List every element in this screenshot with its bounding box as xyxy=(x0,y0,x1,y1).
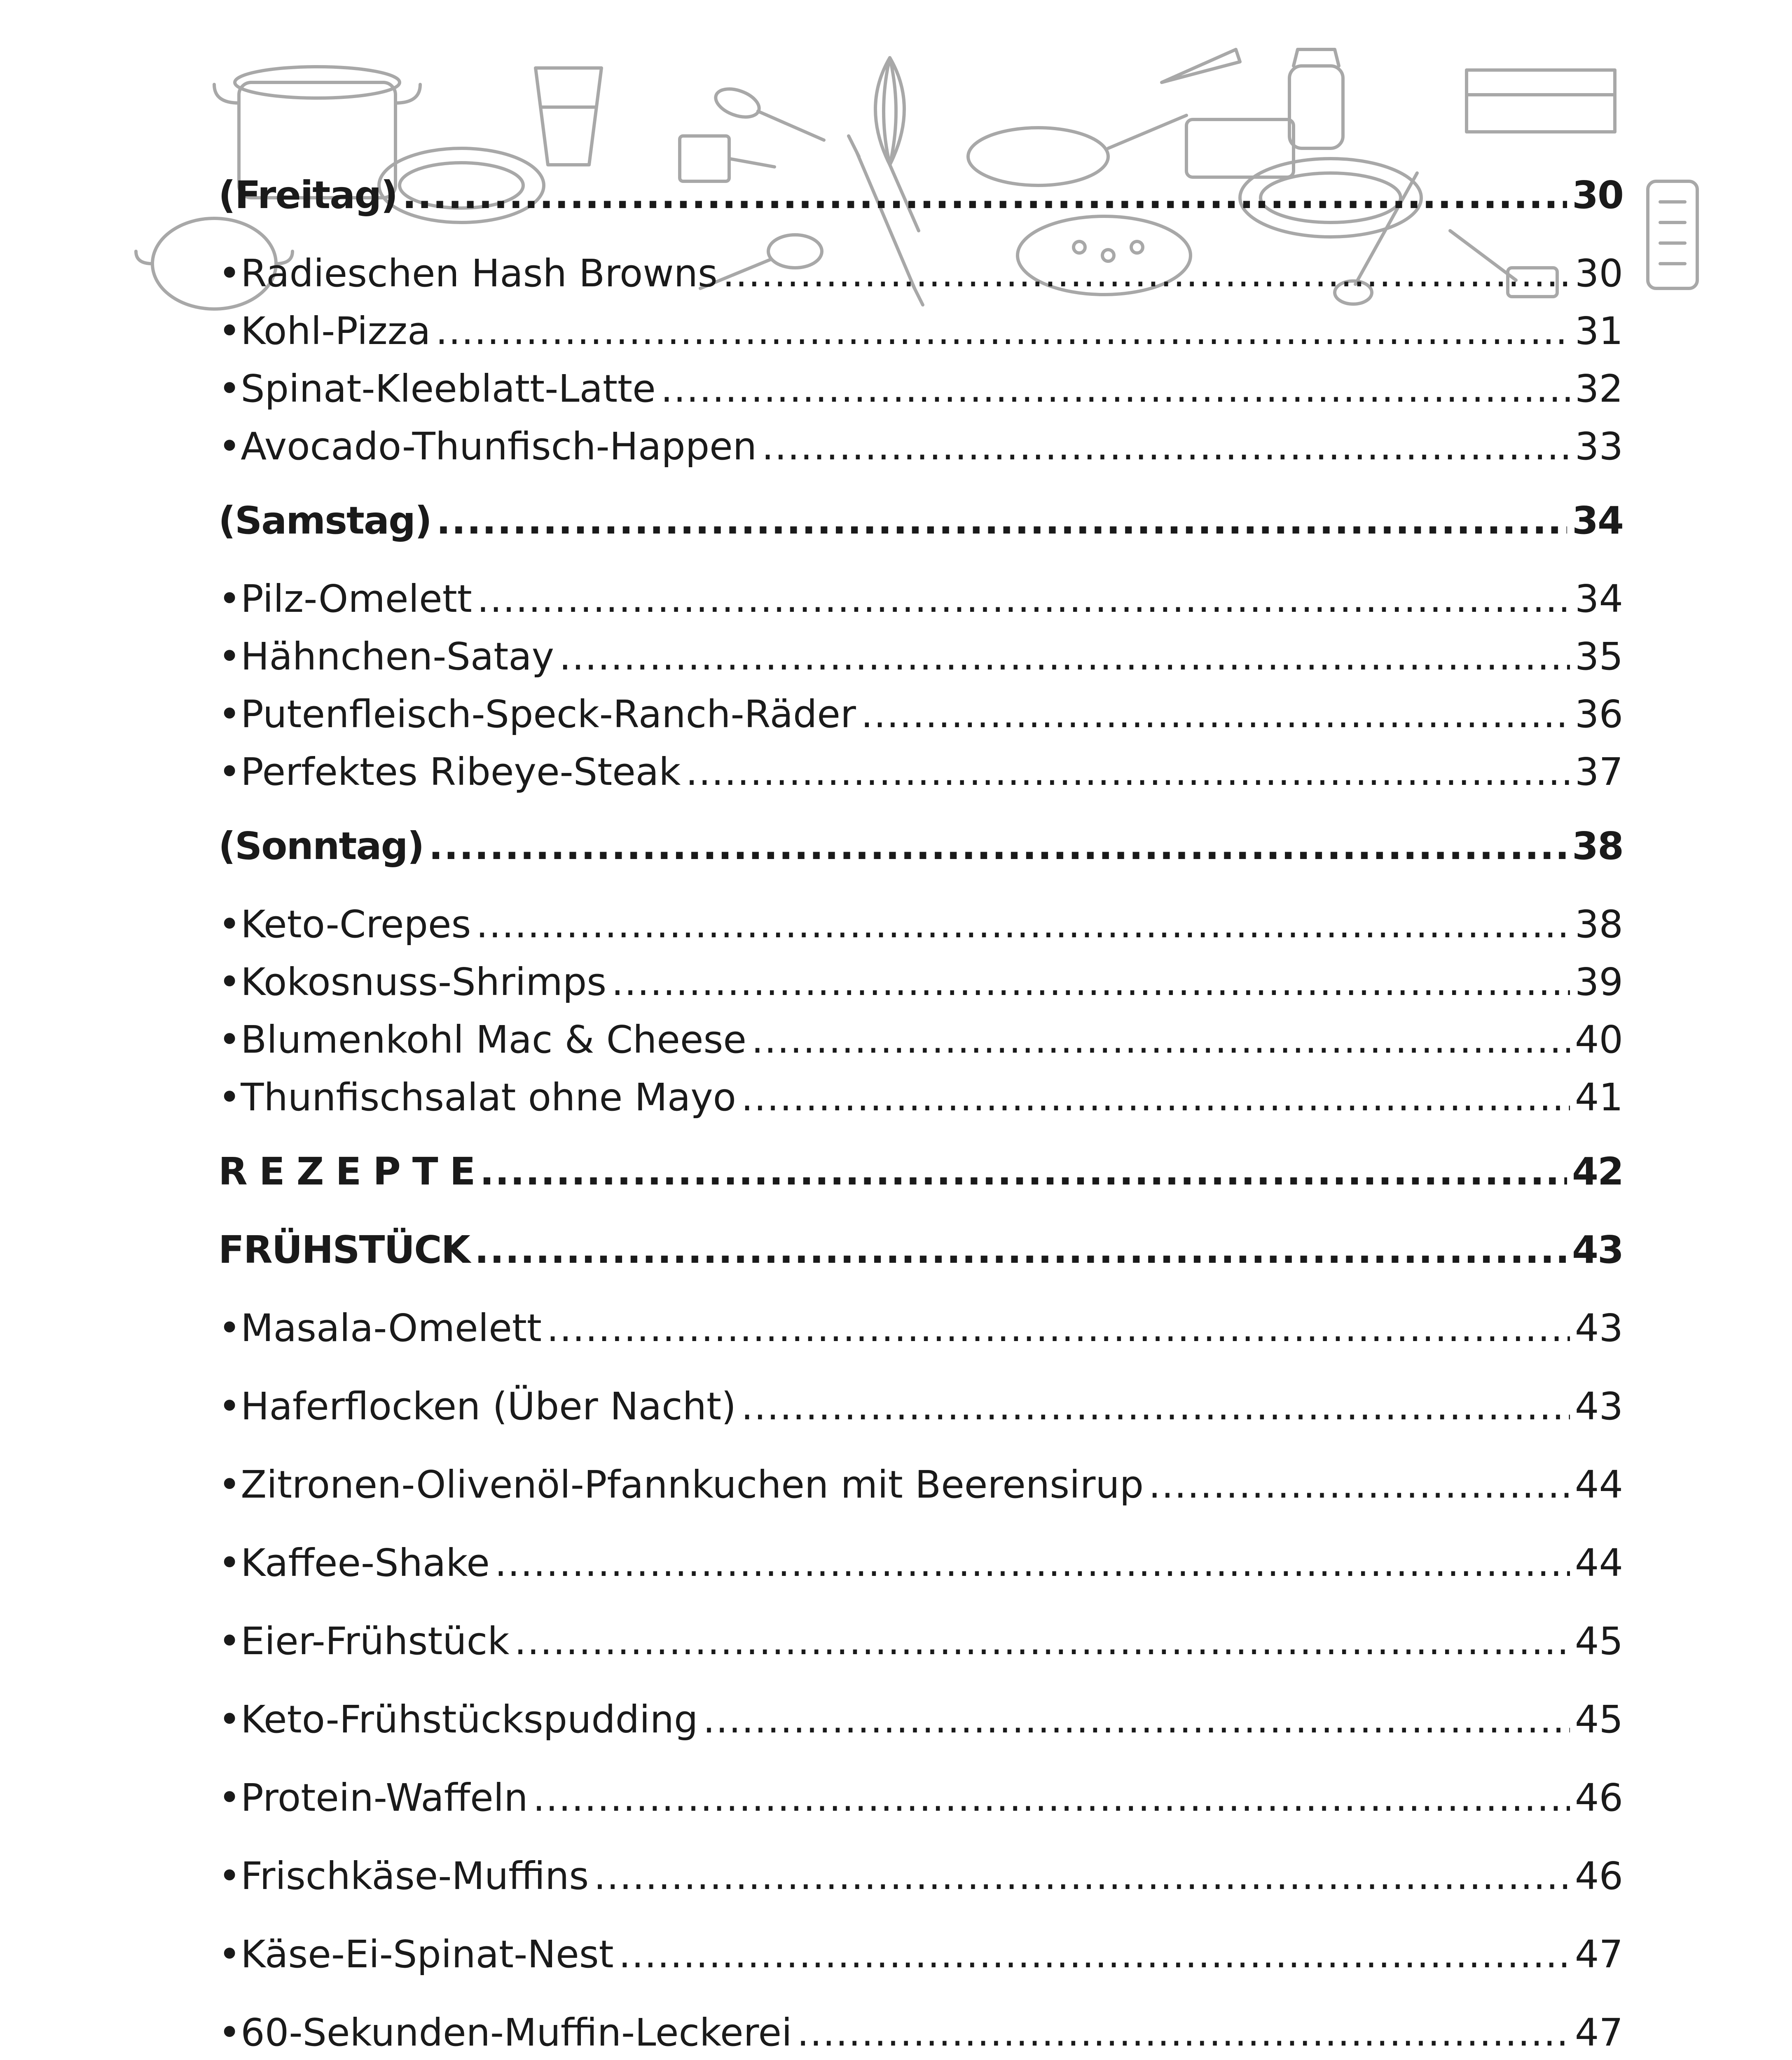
bullet-icon: • xyxy=(218,1697,241,1742)
dot-leader xyxy=(661,367,1570,411)
dot-leader xyxy=(762,424,1570,468)
toc-page-number: 33 xyxy=(1574,424,1623,468)
bullet-icon: • xyxy=(218,309,241,353)
toc-page-number: 36 xyxy=(1574,692,1623,736)
toc-page-number: 43 xyxy=(1574,1306,1623,1350)
toc-item-entry[interactable] xyxy=(218,251,1623,295)
dot-leader xyxy=(547,1306,1570,1350)
toc-page-number: 45 xyxy=(1574,1619,1623,1663)
toc-entry-title: Pilz-Omelett xyxy=(241,577,472,621)
toc-entry-title: (Samstag) xyxy=(218,499,431,543)
toc-page-number: 30 xyxy=(1574,251,1623,295)
bullet-icon: • xyxy=(218,424,241,468)
bullet-icon: • xyxy=(218,1541,241,1585)
toc-page-number: 41 xyxy=(1574,1075,1623,1119)
toc-item-entry[interactable] xyxy=(218,1854,1623,1898)
toc-item-entry[interactable] xyxy=(218,2011,1623,2055)
spoon-icon xyxy=(712,84,824,140)
toc-page-number: 44 xyxy=(1574,1463,1623,1507)
toc-item-entry[interactable] xyxy=(218,1619,1623,1663)
dot-leader xyxy=(594,1854,1570,1898)
glass-icon xyxy=(536,68,601,165)
toc-entry-title: Keto-Crepes xyxy=(241,902,471,946)
dot-leader xyxy=(533,1776,1570,1820)
toc-item-entry[interactable] xyxy=(218,634,1623,679)
toc-page-number: 40 xyxy=(1574,1018,1623,1062)
grater-icon xyxy=(1648,181,1697,288)
toc-page-number: 38 xyxy=(1572,824,1623,868)
dot-leader xyxy=(703,1697,1570,1742)
toc-item-entry[interactable] xyxy=(218,1306,1623,1350)
toc-entry-title: Radieschen Hash Browns xyxy=(241,251,718,295)
toc-page-number: 46 xyxy=(1574,1776,1623,1820)
toc-item-entry[interactable] xyxy=(218,902,1623,946)
bullet-icon: • xyxy=(218,1932,241,1976)
toc-section-entry[interactable] xyxy=(218,824,1623,868)
toc-item-entry[interactable] xyxy=(218,1018,1623,1062)
toc-entry-title: Zitronen-Olivenöl-Pfannkuchen mit Beerensirup xyxy=(241,1463,1144,1507)
toc-entry-title: Frischkäse-Muffins xyxy=(241,1854,589,1898)
toc-page-number: 43 xyxy=(1572,1228,1623,1272)
dot-leader xyxy=(495,1541,1570,1585)
toc-page-number: 47 xyxy=(1574,1932,1623,1976)
toc-page-number: 35 xyxy=(1574,634,1623,679)
toc-page-number: 31 xyxy=(1574,309,1623,353)
toc-entry-title: Eier-Frühstück xyxy=(241,1619,510,1663)
toc-entry-title: FRÜHSTÜCK xyxy=(218,1228,470,1272)
dot-leader xyxy=(515,1619,1570,1663)
bullet-icon: • xyxy=(218,1384,241,1428)
bullet-icon: • xyxy=(218,1463,241,1507)
dot-leader xyxy=(402,173,1567,217)
toc-item-entry[interactable] xyxy=(218,577,1623,621)
dot-leader xyxy=(1149,1463,1570,1507)
dot-leader xyxy=(619,1932,1570,1976)
toc-item-entry[interactable] xyxy=(218,750,1623,794)
toc-entry-title: Masala-Omelett xyxy=(241,1306,542,1350)
toc-entry-title: Blumenkohl Mac & Cheese xyxy=(241,1018,747,1062)
toc-item-entry[interactable] xyxy=(218,1776,1623,1820)
bullet-icon: • xyxy=(218,1776,241,1820)
bullet-icon: • xyxy=(218,2011,241,2055)
bullet-icon: • xyxy=(218,577,241,621)
toc-item-entry[interactable] xyxy=(218,1075,1623,1119)
jar-icon xyxy=(1289,49,1343,148)
toc-entry-title: Thunfischsalat ohne Mayo xyxy=(241,1075,736,1119)
toc-entry-title: Avocado-Thunfisch-Happen xyxy=(241,424,757,468)
dot-leader xyxy=(559,634,1570,679)
dot-leader xyxy=(723,251,1570,295)
bullet-icon: • xyxy=(218,750,241,794)
bullet-icon: • xyxy=(218,1075,241,1119)
toc-page-number: 39 xyxy=(1574,960,1623,1004)
dot-leader xyxy=(475,1228,1567,1272)
cutting-board-icon xyxy=(1186,119,1294,177)
bullet-icon: • xyxy=(218,902,241,946)
dot-leader xyxy=(861,692,1570,736)
dot-leader xyxy=(751,1018,1570,1062)
toc-entry-title: 60-Sekunden-Muffin-Leckerei xyxy=(241,2011,792,2055)
toc-page-number: 44 xyxy=(1574,1541,1623,1585)
toc-entry-title: Käse-Ei-Spinat-Nest xyxy=(241,1932,614,1976)
toc-item-entry[interactable] xyxy=(218,960,1623,1004)
toc-entry-title: Perfektes Ribeye-Steak xyxy=(241,750,681,794)
toc-page-number: 43 xyxy=(1574,1384,1623,1428)
toc-section-entry[interactable] xyxy=(218,499,1623,543)
dot-leader xyxy=(476,902,1570,946)
toc-entry-title: Haferflocken (Über Nacht) xyxy=(241,1384,736,1428)
toc-page-number: 34 xyxy=(1574,577,1623,621)
dot-leader xyxy=(477,577,1570,621)
bullet-icon: • xyxy=(218,367,241,411)
dot-leader xyxy=(611,960,1570,1004)
toc-page-number: 42 xyxy=(1572,1149,1623,1194)
toc-entry-title: Protein-Waffeln xyxy=(241,1776,528,1820)
toc-page-number: 37 xyxy=(1574,750,1623,794)
toc-entry-title: Kohl-Pizza xyxy=(241,309,431,353)
toc-item-entry[interactable] xyxy=(218,424,1623,468)
toc-item-entry[interactable] xyxy=(218,1384,1623,1428)
bullet-icon: • xyxy=(218,1306,241,1350)
knife-icon xyxy=(1162,49,1240,82)
toc-entry-title: Kokosnuss-Shrimps xyxy=(241,960,607,1004)
toc-page-number: 45 xyxy=(1574,1697,1623,1742)
toc-item-entry[interactable] xyxy=(218,309,1623,353)
toc-page-number: 34 xyxy=(1572,499,1623,543)
dot-leader xyxy=(741,1384,1570,1428)
toc-item-entry[interactable] xyxy=(218,1463,1623,1507)
toc-item-entry[interactable] xyxy=(218,367,1623,411)
toc-item-entry[interactable] xyxy=(218,1541,1623,1585)
dot-leader xyxy=(480,1149,1567,1194)
toc-section-entry[interactable] xyxy=(218,173,1623,217)
toc-entry-title: (Freitag) xyxy=(218,173,398,217)
toc-entry-title: Spinat-Kleeblatt-Latte xyxy=(241,367,656,411)
toc-entry-title: Kaffee-Shake xyxy=(241,1541,490,1585)
dot-leader xyxy=(685,750,1570,794)
toc-section-entry[interactable] xyxy=(218,1228,1623,1272)
bullet-icon: • xyxy=(218,1619,241,1663)
dot-leader xyxy=(741,1075,1570,1119)
toc-page-number: 46 xyxy=(1574,1854,1623,1898)
bullet-icon: • xyxy=(218,1018,241,1062)
toc-section-entry[interactable] xyxy=(218,1149,1623,1194)
cake-tin-icon xyxy=(1467,70,1615,132)
bullet-icon: • xyxy=(218,1854,241,1898)
bullet-icon: • xyxy=(218,634,241,679)
bullet-icon: • xyxy=(218,960,241,1004)
dot-leader xyxy=(428,824,1567,868)
dot-leader xyxy=(797,2011,1570,2055)
toc-item-entry[interactable] xyxy=(218,1932,1623,1976)
toc-page-number: 38 xyxy=(1574,902,1623,946)
toc-item-entry[interactable] xyxy=(218,692,1623,736)
dot-leader xyxy=(436,499,1567,543)
toc-entry-title: Hähnchen-Satay xyxy=(241,634,554,679)
toc-entry-title: Putenfleisch-Speck-Ranch-Räder xyxy=(241,692,856,736)
toc-entry-title: Keto-Frühstückspudding xyxy=(241,1697,698,1742)
toc-item-entry[interactable] xyxy=(218,1697,1623,1742)
toc-page-number: 30 xyxy=(1572,173,1623,217)
bullet-icon: • xyxy=(218,692,241,736)
toc-entry-title: R E Z E P T E xyxy=(218,1149,475,1194)
dot-leader xyxy=(435,309,1570,353)
bullet-icon: • xyxy=(218,251,241,295)
toc-entry-title: (Sonntag) xyxy=(218,824,424,868)
toc-page-number: 47 xyxy=(1574,2011,1623,2055)
toc-page-number: 32 xyxy=(1574,367,1623,411)
